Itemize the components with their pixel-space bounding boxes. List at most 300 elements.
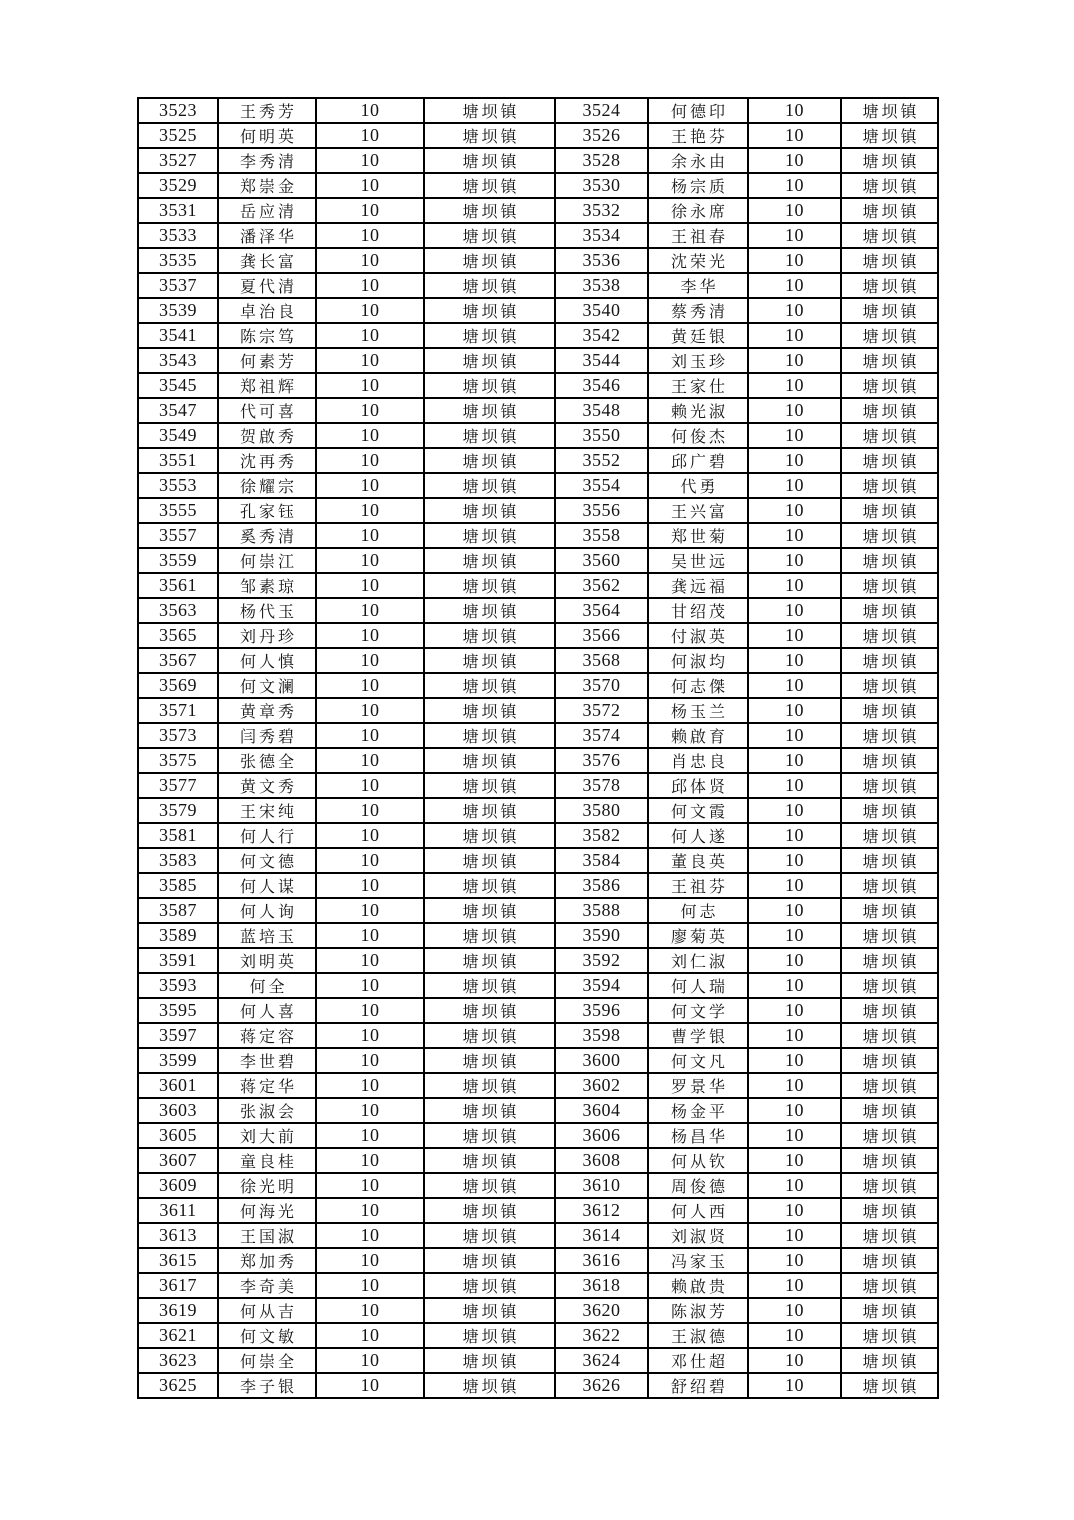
serial-number-cell: 3608 xyxy=(555,1148,648,1173)
table-row xyxy=(138,598,938,623)
town-cell: 塘坝镇 xyxy=(424,1323,555,1348)
serial-number-cell: 3609 xyxy=(138,1173,218,1198)
town-cell: 塘坝镇 xyxy=(424,648,555,673)
town-cell: 塘坝镇 xyxy=(424,98,555,123)
town-cell: 塘坝镇 xyxy=(841,1298,938,1323)
town-cell: 塘坝镇 xyxy=(841,523,938,548)
amount-cell: 10 xyxy=(748,1223,841,1248)
amount-cell: 10 xyxy=(316,98,424,123)
serial-number-cell: 3525 xyxy=(138,123,218,148)
name-cell: 王兴富 xyxy=(648,498,748,523)
serial-number-cell: 3540 xyxy=(555,298,648,323)
amount-cell: 10 xyxy=(748,723,841,748)
serial-number-cell: 3527 xyxy=(138,148,218,173)
serial-number-cell: 3575 xyxy=(138,748,218,773)
name-cell: 何人慎 xyxy=(218,648,316,673)
name-cell: 何人行 xyxy=(218,823,316,848)
town-cell: 塘坝镇 xyxy=(424,673,555,698)
amount-cell: 10 xyxy=(316,648,424,673)
name-cell: 曹学银 xyxy=(648,1023,748,1048)
table-row xyxy=(138,298,938,323)
amount-cell: 10 xyxy=(316,698,424,723)
amount-cell: 10 xyxy=(748,373,841,398)
table-row xyxy=(138,1173,938,1198)
name-cell: 蒋定容 xyxy=(218,1023,316,1048)
town-cell: 塘坝镇 xyxy=(841,1198,938,1223)
amount-cell: 10 xyxy=(316,873,424,898)
name-cell: 刘明英 xyxy=(218,948,316,973)
serial-number-cell: 3524 xyxy=(555,98,648,123)
town-cell: 塘坝镇 xyxy=(841,773,938,798)
table-row xyxy=(138,1248,938,1273)
amount-cell: 10 xyxy=(748,423,841,448)
name-cell: 何人遂 xyxy=(648,823,748,848)
serial-number-cell: 3544 xyxy=(555,348,648,373)
roster-table-body xyxy=(138,98,938,1398)
town-cell: 塘坝镇 xyxy=(424,348,555,373)
town-cell: 塘坝镇 xyxy=(424,198,555,223)
town-cell: 塘坝镇 xyxy=(841,573,938,598)
name-cell: 何文霞 xyxy=(648,798,748,823)
amount-cell: 10 xyxy=(748,1198,841,1223)
amount-cell: 10 xyxy=(316,1148,424,1173)
amount-cell: 10 xyxy=(316,823,424,848)
town-cell: 塘坝镇 xyxy=(841,1148,938,1173)
serial-number-cell: 3613 xyxy=(138,1223,218,1248)
name-cell: 邓仕超 xyxy=(648,1348,748,1373)
serial-number-cell: 3551 xyxy=(138,448,218,473)
amount-cell: 10 xyxy=(748,148,841,173)
town-cell: 塘坝镇 xyxy=(841,898,938,923)
serial-number-cell: 3569 xyxy=(138,673,218,698)
name-cell: 黄文秀 xyxy=(218,773,316,798)
name-cell: 王祖春 xyxy=(648,223,748,248)
town-cell: 塘坝镇 xyxy=(424,1148,555,1173)
name-cell: 何德印 xyxy=(648,98,748,123)
name-cell: 龚长富 xyxy=(218,248,316,273)
town-cell: 塘坝镇 xyxy=(841,973,938,998)
town-cell: 塘坝镇 xyxy=(424,873,555,898)
town-cell: 塘坝镇 xyxy=(424,398,555,423)
town-cell: 塘坝镇 xyxy=(841,648,938,673)
amount-cell: 10 xyxy=(748,1273,841,1298)
town-cell: 塘坝镇 xyxy=(841,298,938,323)
town-cell: 塘坝镇 xyxy=(841,1048,938,1073)
amount-cell: 10 xyxy=(748,1298,841,1323)
name-cell: 黄章秀 xyxy=(218,698,316,723)
name-cell: 何文凡 xyxy=(648,1048,748,1073)
town-cell: 塘坝镇 xyxy=(424,773,555,798)
table-row xyxy=(138,423,938,448)
town-cell: 塘坝镇 xyxy=(424,173,555,198)
name-cell: 邱广碧 xyxy=(648,448,748,473)
serial-number-cell: 3594 xyxy=(555,973,648,998)
town-cell: 塘坝镇 xyxy=(424,898,555,923)
amount-cell: 10 xyxy=(316,948,424,973)
town-cell: 塘坝镇 xyxy=(841,98,938,123)
amount-cell: 10 xyxy=(748,973,841,998)
name-cell: 何文学 xyxy=(648,998,748,1023)
name-cell: 徐光明 xyxy=(218,1173,316,1198)
town-cell: 塘坝镇 xyxy=(424,423,555,448)
town-cell: 塘坝镇 xyxy=(424,623,555,648)
table-row xyxy=(138,848,938,873)
serial-number-cell: 3606 xyxy=(555,1123,648,1148)
amount-cell: 10 xyxy=(316,198,424,223)
table-row xyxy=(138,1148,938,1173)
name-cell: 郑加秀 xyxy=(218,1248,316,1273)
amount-cell: 10 xyxy=(748,548,841,573)
amount-cell: 10 xyxy=(748,348,841,373)
serial-number-cell: 3555 xyxy=(138,498,218,523)
amount-cell: 10 xyxy=(316,398,424,423)
town-cell: 塘坝镇 xyxy=(841,798,938,823)
name-cell: 董良英 xyxy=(648,848,748,873)
name-cell: 何人西 xyxy=(648,1198,748,1223)
table-row xyxy=(138,1223,938,1248)
name-cell: 张淑会 xyxy=(218,1098,316,1123)
amount-cell: 10 xyxy=(748,898,841,923)
amount-cell: 10 xyxy=(316,1248,424,1273)
name-cell: 杨代玉 xyxy=(218,598,316,623)
table-row xyxy=(138,1323,938,1348)
amount-cell: 10 xyxy=(316,673,424,698)
serial-number-cell: 3612 xyxy=(555,1198,648,1223)
amount-cell: 10 xyxy=(316,998,424,1023)
table-row xyxy=(138,1273,938,1298)
name-cell: 付淑英 xyxy=(648,623,748,648)
amount-cell: 10 xyxy=(316,623,424,648)
town-cell: 塘坝镇 xyxy=(424,223,555,248)
table-row xyxy=(138,1348,938,1373)
name-cell: 童良桂 xyxy=(218,1148,316,1173)
serial-number-cell: 3546 xyxy=(555,373,648,398)
serial-number-cell: 3560 xyxy=(555,548,648,573)
name-cell: 杨玉兰 xyxy=(648,698,748,723)
town-cell: 塘坝镇 xyxy=(841,923,938,948)
amount-cell: 10 xyxy=(748,648,841,673)
town-cell: 塘坝镇 xyxy=(841,623,938,648)
name-cell: 王秀芳 xyxy=(218,98,316,123)
name-cell: 王祖芬 xyxy=(648,873,748,898)
table-row xyxy=(138,1373,938,1398)
name-cell: 岳应清 xyxy=(218,198,316,223)
serial-number-cell: 3553 xyxy=(138,473,218,498)
town-cell: 塘坝镇 xyxy=(424,723,555,748)
name-cell: 何从钦 xyxy=(648,1148,748,1173)
amount-cell: 10 xyxy=(748,1123,841,1148)
amount-cell: 10 xyxy=(316,1373,424,1398)
table-row xyxy=(138,573,938,598)
name-cell: 李华 xyxy=(648,273,748,298)
town-cell: 塘坝镇 xyxy=(841,398,938,423)
serial-number-cell: 3603 xyxy=(138,1098,218,1123)
table-row xyxy=(138,323,938,348)
amount-cell: 10 xyxy=(748,523,841,548)
serial-number-cell: 3541 xyxy=(138,323,218,348)
amount-cell: 10 xyxy=(316,173,424,198)
table-row xyxy=(138,348,938,373)
amount-cell: 10 xyxy=(316,773,424,798)
table-row xyxy=(138,148,938,173)
table-row xyxy=(138,1048,938,1073)
town-cell: 塘坝镇 xyxy=(841,1273,938,1298)
name-cell: 何俊杰 xyxy=(648,423,748,448)
name-cell: 王宋纯 xyxy=(218,798,316,823)
town-cell: 塘坝镇 xyxy=(424,923,555,948)
name-cell: 潘泽华 xyxy=(218,223,316,248)
serial-number-cell: 3620 xyxy=(555,1298,648,1323)
table-row xyxy=(138,198,938,223)
amount-cell: 10 xyxy=(316,898,424,923)
serial-number-cell: 3610 xyxy=(555,1173,648,1198)
serial-number-cell: 3566 xyxy=(555,623,648,648)
amount-cell: 10 xyxy=(316,798,424,823)
serial-number-cell: 3568 xyxy=(555,648,648,673)
serial-number-cell: 3535 xyxy=(138,248,218,273)
name-cell: 何志 xyxy=(648,898,748,923)
serial-number-cell: 3581 xyxy=(138,823,218,848)
table-row xyxy=(138,1298,938,1323)
amount-cell: 10 xyxy=(316,298,424,323)
serial-number-cell: 3614 xyxy=(555,1223,648,1248)
name-cell: 奚秀清 xyxy=(218,523,316,548)
serial-number-cell: 3589 xyxy=(138,923,218,948)
serial-number-cell: 3583 xyxy=(138,848,218,873)
amount-cell: 10 xyxy=(316,473,424,498)
serial-number-cell: 3626 xyxy=(555,1373,648,1398)
town-cell: 塘坝镇 xyxy=(424,973,555,998)
name-cell: 何从吉 xyxy=(218,1298,316,1323)
table-row xyxy=(138,973,938,998)
serial-number-cell: 3607 xyxy=(138,1148,218,1173)
serial-number-cell: 3624 xyxy=(555,1348,648,1373)
name-cell: 赖啟育 xyxy=(648,723,748,748)
amount-cell: 10 xyxy=(748,573,841,598)
table-row xyxy=(138,473,938,498)
serial-number-cell: 3565 xyxy=(138,623,218,648)
amount-cell: 10 xyxy=(316,1298,424,1323)
town-cell: 塘坝镇 xyxy=(841,473,938,498)
name-cell: 代可喜 xyxy=(218,398,316,423)
serial-number-cell: 3562 xyxy=(555,573,648,598)
name-cell: 刘仁淑 xyxy=(648,948,748,973)
town-cell: 塘坝镇 xyxy=(424,1198,555,1223)
town-cell: 塘坝镇 xyxy=(424,273,555,298)
name-cell: 何志傑 xyxy=(648,673,748,698)
town-cell: 塘坝镇 xyxy=(424,298,555,323)
town-cell: 塘坝镇 xyxy=(841,723,938,748)
name-cell: 龚远福 xyxy=(648,573,748,598)
table-row xyxy=(138,98,938,123)
serial-number-cell: 3617 xyxy=(138,1273,218,1298)
serial-number-cell: 3618 xyxy=(555,1273,648,1298)
serial-number-cell: 3601 xyxy=(138,1073,218,1098)
amount-cell: 10 xyxy=(748,198,841,223)
town-cell: 塘坝镇 xyxy=(424,248,555,273)
table-row xyxy=(138,698,938,723)
town-cell: 塘坝镇 xyxy=(841,848,938,873)
table-row xyxy=(138,898,938,923)
name-cell: 邹素琼 xyxy=(218,573,316,598)
name-cell: 夏代清 xyxy=(218,273,316,298)
town-cell: 塘坝镇 xyxy=(424,1048,555,1073)
serial-number-cell: 3599 xyxy=(138,1048,218,1073)
name-cell: 罗景华 xyxy=(648,1073,748,1098)
amount-cell: 10 xyxy=(316,498,424,523)
town-cell: 塘坝镇 xyxy=(424,148,555,173)
name-cell: 何人询 xyxy=(218,898,316,923)
amount-cell: 10 xyxy=(316,923,424,948)
serial-number-cell: 3547 xyxy=(138,398,218,423)
amount-cell: 10 xyxy=(748,98,841,123)
table-row xyxy=(138,448,938,473)
amount-cell: 10 xyxy=(748,1098,841,1123)
serial-number-cell: 3534 xyxy=(555,223,648,248)
name-cell: 杨宗质 xyxy=(648,173,748,198)
amount-cell: 10 xyxy=(316,598,424,623)
serial-number-cell: 3552 xyxy=(555,448,648,473)
serial-number-cell: 3563 xyxy=(138,598,218,623)
serial-number-cell: 3556 xyxy=(555,498,648,523)
serial-number-cell: 3586 xyxy=(555,873,648,898)
amount-cell: 10 xyxy=(316,248,424,273)
serial-number-cell: 3579 xyxy=(138,798,218,823)
name-cell: 余永由 xyxy=(648,148,748,173)
name-cell: 黄廷银 xyxy=(648,323,748,348)
town-cell: 塘坝镇 xyxy=(424,848,555,873)
name-cell: 郑崇金 xyxy=(218,173,316,198)
name-cell: 何人喜 xyxy=(218,998,316,1023)
name-cell: 赖光淑 xyxy=(648,398,748,423)
serial-number-cell: 3554 xyxy=(555,473,648,498)
name-cell: 蔡秀清 xyxy=(648,298,748,323)
town-cell: 塘坝镇 xyxy=(424,323,555,348)
amount-cell: 10 xyxy=(748,798,841,823)
amount-cell: 10 xyxy=(316,148,424,173)
amount-cell: 10 xyxy=(316,423,424,448)
serial-number-cell: 3543 xyxy=(138,348,218,373)
name-cell: 沈荣光 xyxy=(648,248,748,273)
town-cell: 塘坝镇 xyxy=(841,698,938,723)
amount-cell: 10 xyxy=(748,773,841,798)
amount-cell: 10 xyxy=(748,123,841,148)
amount-cell: 10 xyxy=(748,1173,841,1198)
serial-number-cell: 3593 xyxy=(138,973,218,998)
amount-cell: 10 xyxy=(748,298,841,323)
name-cell: 何文澜 xyxy=(218,673,316,698)
amount-cell: 10 xyxy=(748,1323,841,1348)
town-cell: 塘坝镇 xyxy=(424,1248,555,1273)
amount-cell: 10 xyxy=(748,323,841,348)
amount-cell: 10 xyxy=(316,223,424,248)
town-cell: 塘坝镇 xyxy=(841,548,938,573)
name-cell: 陈宗笃 xyxy=(218,323,316,348)
name-cell: 李秀清 xyxy=(218,148,316,173)
table-row xyxy=(138,773,938,798)
amount-cell: 10 xyxy=(748,473,841,498)
town-cell: 塘坝镇 xyxy=(841,1223,938,1248)
town-cell: 塘坝镇 xyxy=(841,1173,938,1198)
town-cell: 塘坝镇 xyxy=(841,223,938,248)
town-cell: 塘坝镇 xyxy=(424,123,555,148)
serial-number-cell: 3545 xyxy=(138,373,218,398)
serial-number-cell: 3591 xyxy=(138,948,218,973)
serial-number-cell: 3622 xyxy=(555,1323,648,1348)
table-row xyxy=(138,173,938,198)
serial-number-cell: 3526 xyxy=(555,123,648,148)
name-cell: 廖菊英 xyxy=(648,923,748,948)
amount-cell: 10 xyxy=(316,548,424,573)
name-cell: 何文敏 xyxy=(218,1323,316,1348)
serial-number-cell: 3616 xyxy=(555,1248,648,1273)
serial-number-cell: 3558 xyxy=(555,523,648,548)
name-cell: 贺啟秀 xyxy=(218,423,316,448)
name-cell: 何明英 xyxy=(218,123,316,148)
serial-number-cell: 3571 xyxy=(138,698,218,723)
amount-cell: 10 xyxy=(748,1048,841,1073)
name-cell: 甘绍茂 xyxy=(648,598,748,623)
name-cell: 王国淑 xyxy=(218,1223,316,1248)
amount-cell: 10 xyxy=(316,848,424,873)
serial-number-cell: 3590 xyxy=(555,923,648,948)
town-cell: 塘坝镇 xyxy=(424,998,555,1023)
name-cell: 周俊德 xyxy=(648,1173,748,1198)
serial-number-cell: 3592 xyxy=(555,948,648,973)
amount-cell: 10 xyxy=(748,248,841,273)
serial-number-cell: 3595 xyxy=(138,998,218,1023)
name-cell: 李奇美 xyxy=(218,1273,316,1298)
table-row xyxy=(138,1198,938,1223)
table-row xyxy=(138,248,938,273)
town-cell: 塘坝镇 xyxy=(424,1023,555,1048)
amount-cell: 10 xyxy=(748,498,841,523)
town-cell: 塘坝镇 xyxy=(424,448,555,473)
amount-cell: 10 xyxy=(748,1023,841,1048)
amount-cell: 10 xyxy=(748,998,841,1023)
name-cell: 刘丹珍 xyxy=(218,623,316,648)
name-cell: 王淑德 xyxy=(648,1323,748,1348)
name-cell: 郑世菊 xyxy=(648,523,748,548)
name-cell: 闫秀碧 xyxy=(218,723,316,748)
town-cell: 塘坝镇 xyxy=(841,998,938,1023)
amount-cell: 10 xyxy=(316,523,424,548)
table-row xyxy=(138,548,938,573)
table-row xyxy=(138,998,938,1023)
serial-number-cell: 3529 xyxy=(138,173,218,198)
town-cell: 塘坝镇 xyxy=(424,598,555,623)
town-cell: 塘坝镇 xyxy=(424,1098,555,1123)
serial-number-cell: 3625 xyxy=(138,1373,218,1398)
town-cell: 塘坝镇 xyxy=(424,748,555,773)
table-row xyxy=(138,373,938,398)
table-row xyxy=(138,1098,938,1123)
name-cell: 何淑均 xyxy=(648,648,748,673)
town-cell: 塘坝镇 xyxy=(424,1073,555,1098)
serial-number-cell: 3567 xyxy=(138,648,218,673)
serial-number-cell: 3619 xyxy=(138,1298,218,1323)
table-row xyxy=(138,673,938,698)
name-cell: 李子银 xyxy=(218,1373,316,1398)
town-cell: 塘坝镇 xyxy=(424,523,555,548)
serial-number-cell: 3577 xyxy=(138,773,218,798)
table-row xyxy=(138,823,938,848)
table-row xyxy=(138,798,938,823)
amount-cell: 10 xyxy=(316,573,424,598)
town-cell: 塘坝镇 xyxy=(841,148,938,173)
amount-cell: 10 xyxy=(316,1048,424,1073)
serial-number-cell: 3623 xyxy=(138,1348,218,1373)
